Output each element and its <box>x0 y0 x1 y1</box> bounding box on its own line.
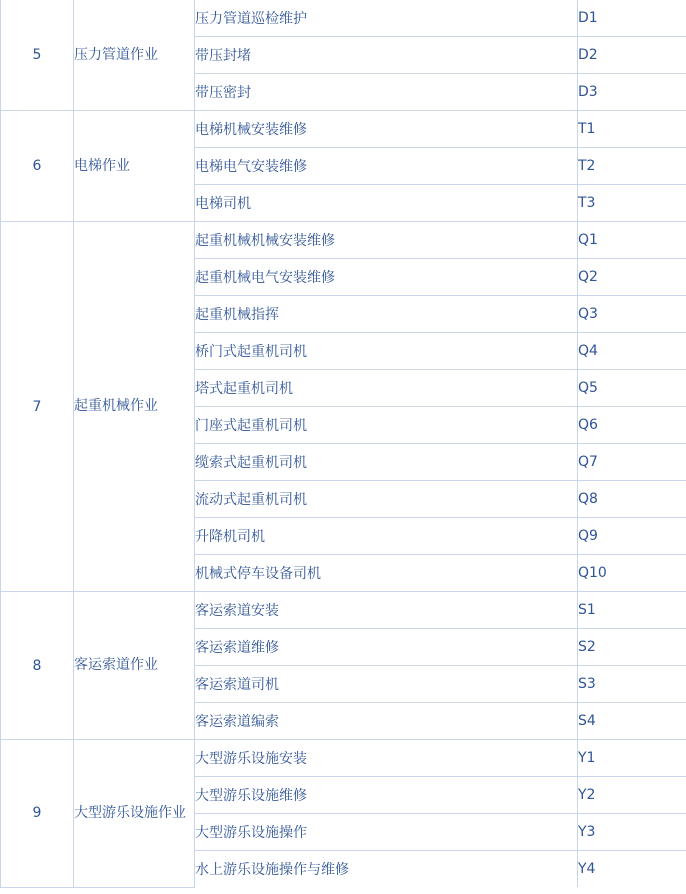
cell-item: 客运索道安装 <box>195 592 578 629</box>
cell-code: S4 <box>578 703 686 740</box>
cell-code: Q9 <box>578 518 686 555</box>
cell-group-category: 压力管道作业 <box>74 0 195 111</box>
cell-item: 塔式起重机司机 <box>195 370 578 407</box>
cell-code: Q5 <box>578 370 686 407</box>
cell-code: Q2 <box>578 259 686 296</box>
cell-item: 流动式起重机司机 <box>195 481 578 518</box>
cell-code: T1 <box>578 111 686 148</box>
cell-item: 起重机械机械安装维修 <box>195 222 578 259</box>
cell-group-no: 5 <box>1 0 74 111</box>
cell-item: 门座式起重机司机 <box>195 407 578 444</box>
cell-code: D2 <box>578 37 686 74</box>
table-row <box>1 111 686 148</box>
cell-item: 水上游乐设施操作与维修 <box>195 851 578 888</box>
cell-code: Y2 <box>578 777 686 814</box>
cell-item: 电梯司机 <box>195 185 578 222</box>
cell-item: 压力管道巡检维护 <box>195 0 578 37</box>
cell-code: S3 <box>578 666 686 703</box>
cell-item: 电梯机械安装维修 <box>195 111 578 148</box>
cell-code: Q10 <box>578 555 686 592</box>
cell-group-no: 6 <box>1 111 74 222</box>
table-body <box>1 0 686 887</box>
cell-group-category: 客运索道作业 <box>74 592 195 740</box>
cell-group-category: 大型游乐设施作业 <box>74 740 195 888</box>
cell-item: 客运索道司机 <box>195 666 578 703</box>
cell-item: 机械式停车设备司机 <box>195 555 578 592</box>
cell-item: 大型游乐设施维修 <box>195 777 578 814</box>
cell-group-no: 9 <box>1 740 74 888</box>
cell-item: 桥门式起重机司机 <box>195 333 578 370</box>
cell-item: 大型游乐设施操作 <box>195 814 578 851</box>
cell-item: 带压封堵 <box>195 37 578 74</box>
cell-code: Y3 <box>578 814 686 851</box>
cell-item: 起重机械指挥 <box>195 296 578 333</box>
cell-item: 带压密封 <box>195 74 578 111</box>
cell-item: 客运索道编索 <box>195 703 578 740</box>
table-row <box>1 592 686 629</box>
cell-item: 缆索式起重机司机 <box>195 444 578 481</box>
table-row <box>1 0 686 37</box>
cell-code: Q6 <box>578 407 686 444</box>
cell-code: D1 <box>578 0 686 37</box>
cell-code: T2 <box>578 148 686 185</box>
cell-code: Q8 <box>578 481 686 518</box>
cell-item: 大型游乐设施安装 <box>195 740 578 777</box>
cell-item: 起重机械电气安装维修 <box>195 259 578 296</box>
cell-code: Q1 <box>578 222 686 259</box>
cell-item: 升降机司机 <box>195 518 578 555</box>
cell-item: 电梯电气安装维修 <box>195 148 578 185</box>
cell-group-category: 电梯作业 <box>74 111 195 222</box>
cell-code: Y1 <box>578 740 686 777</box>
cell-item: 客运索道维修 <box>195 629 578 666</box>
table-row <box>1 222 686 259</box>
cell-code: S2 <box>578 629 686 666</box>
cell-code: Q3 <box>578 296 686 333</box>
cell-code: S1 <box>578 592 686 629</box>
cell-code: Q7 <box>578 444 686 481</box>
cell-group-no: 7 <box>1 222 74 592</box>
cell-code: D3 <box>578 74 686 111</box>
cell-code: Y4 <box>578 851 686 888</box>
cell-code: T3 <box>578 185 686 222</box>
table-row <box>1 740 686 777</box>
cell-group-no: 8 <box>1 592 74 740</box>
cell-code: Q4 <box>578 333 686 370</box>
cell-group-category: 起重机械作业 <box>74 222 195 592</box>
